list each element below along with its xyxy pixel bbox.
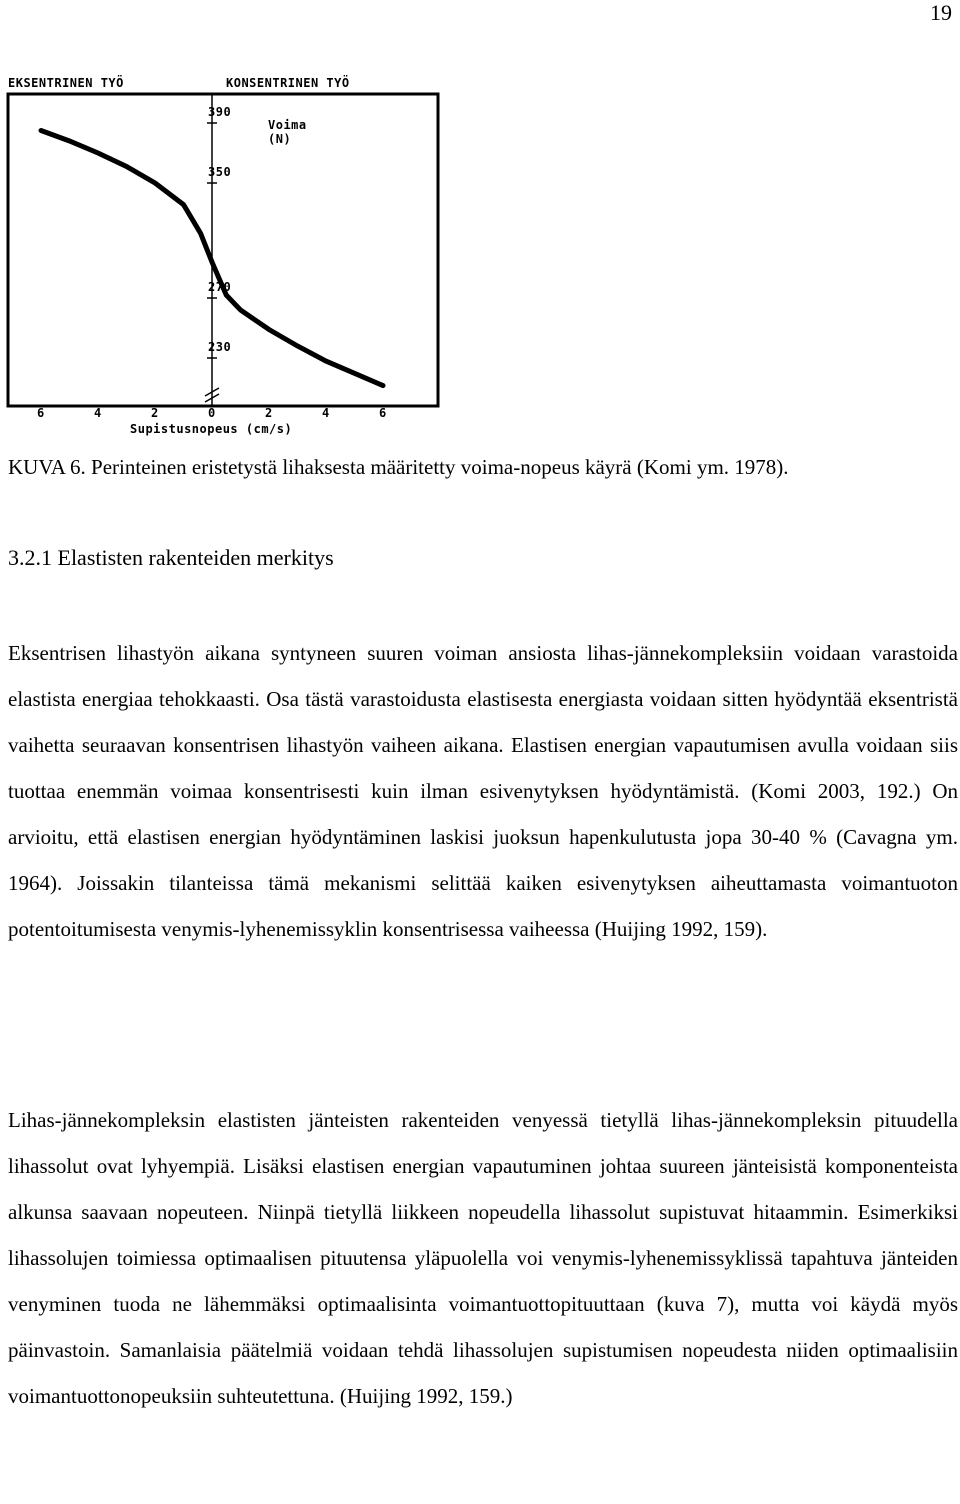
- y-tick-label: 230: [208, 340, 232, 354]
- y-tick-label: 270: [208, 280, 232, 294]
- section-heading: 3.2.1 Elastisten rakenteiden merkitys: [8, 545, 334, 570]
- y-tick-label: 350: [208, 165, 232, 179]
- force-velocity-chart: [0, 68, 440, 440]
- force-velocity-figure: [0, 68, 440, 440]
- page-number: 19: [930, 0, 952, 25]
- x-tick-label: 2: [151, 406, 159, 420]
- figure-caption: KUVA 6. Perinteinen eristetystä lihaksesta määritetty voima-nopeus käyrä (Komi ym. 1978).: [8, 455, 789, 479]
- paragraph-1: Eksentrisen lihastyön aikana syntyneen suuren voiman ansiosta lihas-jännekompleksiin voidaan varastoida elastista energiaa tehokkaasti. Osa tästä varastoidusta elastisesta energiasta voidaan sitten hyödyntää eksentristä vaihetta seuraavan konsentrisen lihastyön vaiheen aikana. Elastisen energian vapautumisen avulla voidaan siis tuottaa enemmän voimaa konsentrisesti kuin ilman esivenytyksen hyödyntämistä. (Komi 2003, 192.) On arvioitu, että elastisen energian hyödyntäminen laskisi juoksun hapenkulutusta jopa 30-40 % (Cavagna ym. 1964). Joissakin tilanteissa tämä mekanismi selittää kaiken esivenytyksen aiheuttamasta voimantuoton potentoitumisesta venymis-lyhenemissyklin konsentrisessa vaiheessa (Huijing 1992, 159).: [8, 641, 958, 941]
- x-tick-label: 4: [322, 406, 330, 420]
- x-tick-label: 2: [265, 406, 273, 420]
- eccentric-work-label: EKSENTRINEN TYÖ: [8, 76, 124, 90]
- x-tick-label: 6: [37, 406, 45, 420]
- y-tick-label: 390: [208, 105, 232, 119]
- x-tick-label: 6: [379, 406, 387, 420]
- y-axis-title-line1: Voima: [268, 118, 307, 132]
- y-axis-title-line2: (N): [268, 132, 292, 146]
- paragraph-2: Lihas-jännekompleksin elastisten jänteisten rakenteiden venyessä tietyllä lihas-jännekompleksin pituudella lihassolut ovat lyhyempiä. Lisäksi elastisen energian vapautuminen johtaa suureen jänteisistä komponenteista alkunsa saavaan nopeuteen. Niinpä tietyllä liikkeen nopeudella lihassolut supistuvat hitaammin. Esimerkiksi lihassolujen toimiessa optimaalisen pituutensa yläpuolella voi venymis-lyhenemissyklissä tapahtuva jänteiden venyminen tuoda ne lähemmäksi optimaalisinta voimantuottopituuttaan (kuva 7), mutta voi käydä myös päinvastoin. Samanlaisia päätelmiä voidaan tehdä lihassolujen supistumisen nopeudesta niiden optimaalisiin voimantuottonopeuksiin suhteutettuna. (Huijing 1992, 159.): [8, 1108, 958, 1408]
- x-axis-title: Supistusnopeus (cm/s): [130, 422, 293, 436]
- x-tick-label: 0: [208, 406, 216, 420]
- x-tick-label: 4: [94, 406, 102, 420]
- concentric-work-label: KONSENTRINEN TYÖ: [226, 76, 350, 90]
